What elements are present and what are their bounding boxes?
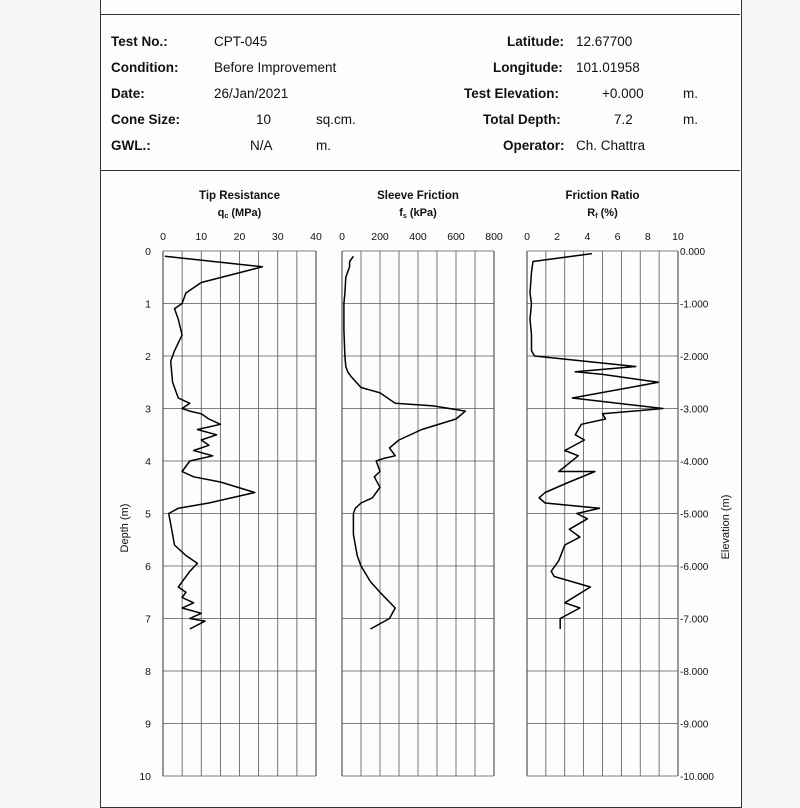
condition-value: Before Improvement bbox=[214, 60, 337, 75]
elevation-tick-label: -10.000 bbox=[680, 772, 714, 783]
y-tick-label: 4 bbox=[145, 456, 151, 468]
x-tick-label: 0 bbox=[160, 231, 166, 243]
longitude-label: Longitude: bbox=[493, 60, 563, 75]
y-tick-label: 9 bbox=[145, 718, 151, 731]
panel-title: Friction Ratio bbox=[565, 190, 640, 202]
elevation-tick-label: -2.000 bbox=[680, 352, 709, 363]
y-tick-label: 6 bbox=[145, 561, 151, 573]
y-tick-label: 5 bbox=[145, 508, 151, 521]
x-tick-label: 30 bbox=[271, 231, 284, 243]
panel-3 bbox=[524, 190, 684, 776]
test-elevation-unit: m. bbox=[683, 86, 698, 101]
elevation-tick-label: -1.000 bbox=[680, 299, 709, 311]
elevation-tick-label: -7.000 bbox=[680, 614, 709, 626]
panel-title: Sleeve Friction bbox=[377, 190, 459, 202]
gwl-label: GWL.: bbox=[111, 138, 151, 153]
x-tick-label: 0 bbox=[339, 231, 345, 243]
test-elevation-value: +0.000 bbox=[602, 86, 644, 101]
panel-1 bbox=[160, 190, 322, 776]
x-tick-label: 40 bbox=[310, 231, 322, 243]
x-tick-label: 0 bbox=[524, 231, 530, 243]
x-tick-label: 4 bbox=[584, 231, 591, 243]
total-depth-label: Total Depth: bbox=[483, 112, 561, 127]
x-tick-label: 10 bbox=[195, 231, 208, 243]
x-tick-label: 800 bbox=[485, 231, 503, 243]
cone-size-label: Cone Size: bbox=[111, 112, 181, 127]
y-tick-label: 3 bbox=[145, 403, 151, 416]
condition-label: Condition: bbox=[111, 60, 179, 75]
test-no-label: Test No.: bbox=[111, 34, 168, 49]
y-tick-label: 8 bbox=[145, 666, 151, 678]
x-tick-label: 10 bbox=[672, 231, 684, 243]
elevation-tick-label: 0.000 bbox=[680, 247, 706, 258]
data-line bbox=[530, 254, 663, 629]
x-tick-label: 6 bbox=[614, 231, 621, 243]
latitude-label: Latitude: bbox=[507, 34, 564, 49]
longitude-value: 101.01958 bbox=[576, 60, 640, 75]
data-line bbox=[344, 256, 466, 629]
panel-unit-label: qc (MPa) bbox=[217, 207, 262, 220]
x-tick-label: 2 bbox=[554, 231, 561, 243]
test-no-value: CPT-045 bbox=[214, 34, 268, 49]
panel-2 bbox=[339, 190, 503, 776]
y-axis-title: Depth (m) bbox=[119, 503, 131, 553]
total-depth-unit: m. bbox=[683, 112, 698, 127]
total-depth-value: 7.2 bbox=[614, 112, 633, 127]
operator-label: Operator: bbox=[503, 138, 565, 153]
elevation-tick-label: -9.000 bbox=[680, 719, 709, 731]
cone-size-unit: sq.cm. bbox=[316, 112, 356, 127]
panel-unit-label: Rf (%) bbox=[587, 207, 618, 220]
x-tick-label: 400 bbox=[409, 231, 427, 243]
gwl-value: N/A bbox=[250, 138, 273, 153]
elevation-tick-label: -6.000 bbox=[680, 562, 709, 573]
x-tick-label: 600 bbox=[447, 231, 465, 243]
panel-title: Tip Resistance bbox=[199, 190, 280, 202]
cone-size-value: 10 bbox=[256, 112, 272, 127]
y-tick-label: 1 bbox=[145, 298, 151, 311]
elevation-tick-label: -8.000 bbox=[680, 667, 709, 678]
y-tick-label: 0 bbox=[145, 246, 151, 258]
y-tick-label: 10 bbox=[139, 771, 151, 783]
x-tick-label: 200 bbox=[371, 231, 389, 243]
elevation-tick-label: -4.000 bbox=[680, 457, 709, 468]
elevation-axis-title: Elevation (m) bbox=[720, 494, 732, 560]
test-elevation-label: Test Elevation: bbox=[464, 86, 560, 101]
date-label: Date: bbox=[111, 86, 145, 101]
operator-value: Ch. Chattra bbox=[576, 138, 646, 153]
y-tick-label: 7 bbox=[145, 613, 151, 626]
y-tick-label: 2 bbox=[145, 351, 151, 363]
latitude-value: 12.67700 bbox=[576, 34, 633, 49]
panel-unit-label: fs (kPa) bbox=[399, 207, 437, 220]
elevation-tick-label: -5.000 bbox=[680, 509, 709, 521]
data-line bbox=[165, 256, 263, 629]
date-value: 26/Jan/2021 bbox=[214, 86, 289, 101]
x-tick-label: 8 bbox=[644, 231, 651, 243]
x-tick-label: 20 bbox=[233, 231, 246, 243]
elevation-tick-label: -3.000 bbox=[680, 404, 709, 416]
gwl-unit: m. bbox=[316, 138, 331, 153]
